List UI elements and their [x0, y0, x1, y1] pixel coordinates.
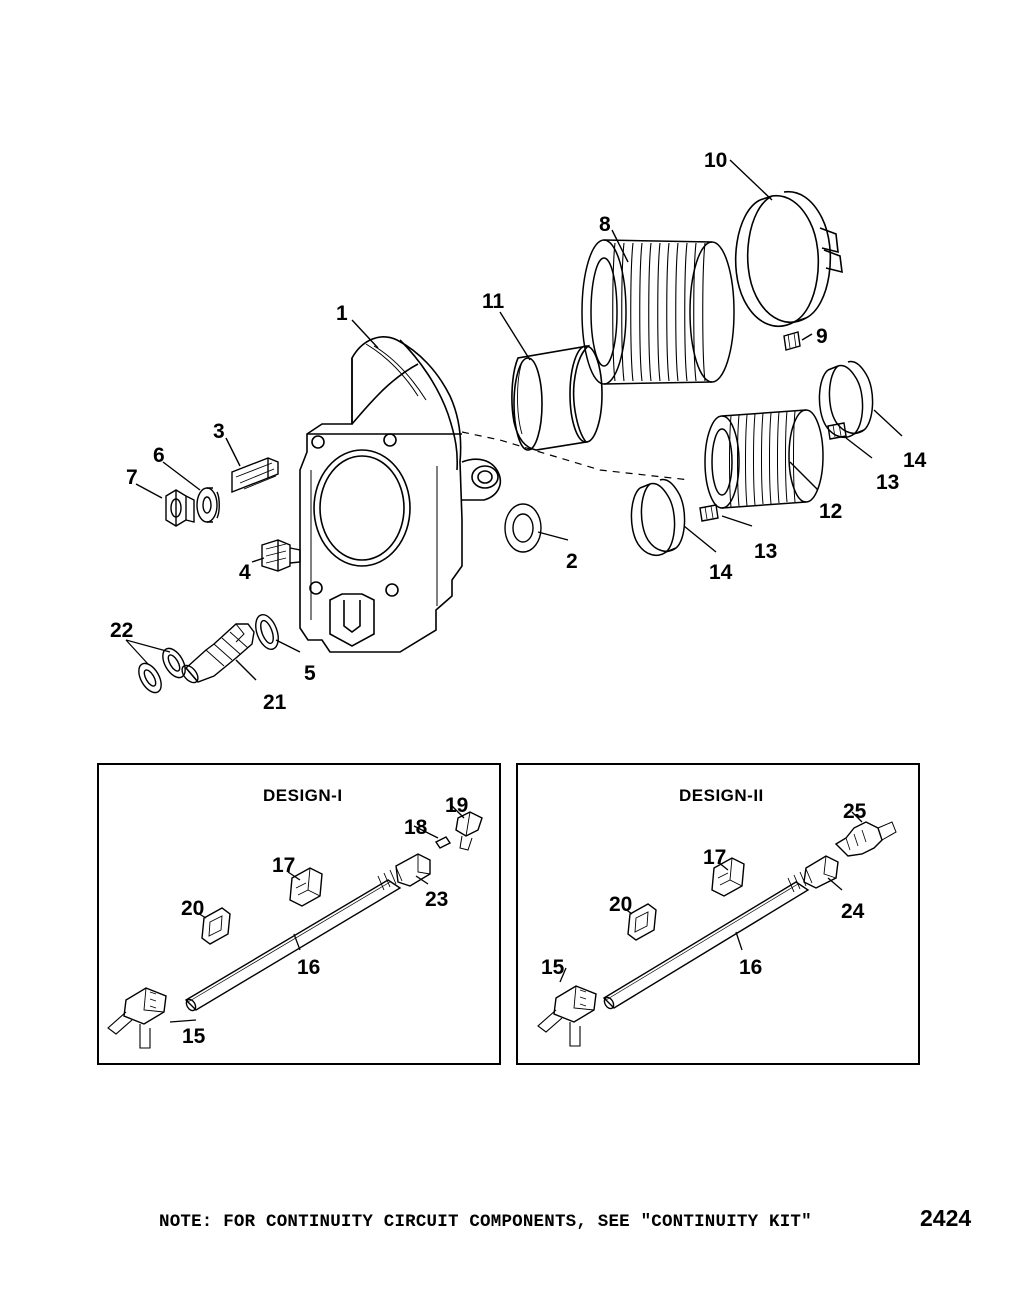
callout-14-left: 14 — [709, 561, 733, 584]
leader-13-left — [722, 516, 752, 526]
part-21-valve — [179, 624, 254, 686]
design-i-callout-17: 17 — [272, 854, 296, 877]
leader-8 — [612, 230, 628, 262]
leader-13-right — [846, 438, 872, 458]
design-i-callout-18: 18 — [404, 816, 428, 839]
callout-22: 22 — [110, 619, 134, 642]
part-13-clip-right — [828, 423, 846, 439]
page-number: 2424 — [920, 1205, 972, 1231]
part-10-clamp — [736, 192, 842, 327]
callout-7: 7 — [126, 466, 138, 489]
part-1-housing — [300, 337, 500, 652]
leader-12 — [790, 462, 818, 490]
part-14-clamp-right — [819, 362, 872, 438]
leader-14-right — [874, 410, 902, 436]
part-22-washers — [134, 645, 190, 697]
design-i-callout-23: 23 — [425, 888, 449, 911]
leader-11 — [500, 312, 530, 360]
leader-10 — [730, 160, 772, 200]
callout-13-right: 13 — [876, 471, 900, 494]
callout-14-right: 14 — [903, 449, 927, 472]
part-8-bellows — [582, 240, 734, 384]
leader-2 — [538, 532, 568, 540]
leader-21 — [236, 660, 256, 680]
footer-note: NOTE: FOR CONTINUITY CIRCUIT COMPONENTS, SEE "CONTINUITY KIT" — [159, 1212, 812, 1232]
callout-4: 4 — [239, 561, 251, 584]
design-i-callout-15: 15 — [182, 1025, 206, 1048]
part-3-stud — [232, 458, 278, 492]
part-5-oring — [251, 612, 282, 653]
leader-14-left — [684, 526, 716, 552]
callout-10: 10 — [704, 149, 728, 172]
callout-6: 6 — [153, 444, 165, 467]
design-ii-callout-24: 24 — [841, 900, 865, 923]
callout-21: 21 — [263, 691, 287, 714]
part-14-clamp-left — [631, 480, 684, 556]
part-6-washer — [197, 488, 219, 522]
design-ii-callout-17: 17 — [703, 846, 727, 869]
leader-5 — [276, 640, 300, 652]
part-13-clip-left — [700, 505, 718, 521]
callout-11: 11 — [482, 290, 505, 313]
design-ii-callout-20: 20 — [609, 893, 633, 916]
leader-9 — [802, 334, 812, 340]
design-ii-title: DESIGN-II — [679, 786, 764, 805]
leader-22a — [126, 640, 148, 664]
callout-2: 2 — [566, 550, 578, 573]
callout-5: 5 — [304, 662, 316, 685]
design-i-callout-19: 19 — [445, 794, 469, 817]
part-12-bellows — [705, 410, 823, 508]
callout-13-left: 13 — [754, 540, 778, 563]
design-i-callout-20: 20 — [181, 897, 205, 920]
design-ii-callout-15: 15 — [541, 956, 565, 979]
leader-7 — [136, 484, 162, 498]
callout-9: 9 — [816, 325, 828, 348]
callout-8: 8 — [599, 213, 611, 236]
part-7-nut — [166, 490, 194, 526]
assembly-axis-dashed — [462, 432, 690, 480]
design-ii-callout-16: 16 — [739, 956, 763, 979]
design-i-panel — [97, 763, 501, 1065]
part-2-ring — [505, 504, 541, 552]
design-i-callout-16: 16 — [297, 956, 321, 979]
design-ii-callout-25: 25 — [843, 800, 867, 823]
callout-1: 1 — [336, 302, 348, 325]
leader-3 — [226, 438, 240, 466]
design-i-title: DESIGN-I — [263, 786, 343, 805]
part-4-plug — [262, 540, 300, 571]
part-11-ring — [512, 346, 602, 450]
leader-6 — [163, 462, 200, 490]
leader-4 — [252, 558, 264, 562]
leader-1 — [352, 320, 378, 348]
part-9-clip — [784, 332, 800, 350]
callout-12: 12 — [819, 500, 843, 523]
callout-3: 3 — [213, 420, 225, 443]
